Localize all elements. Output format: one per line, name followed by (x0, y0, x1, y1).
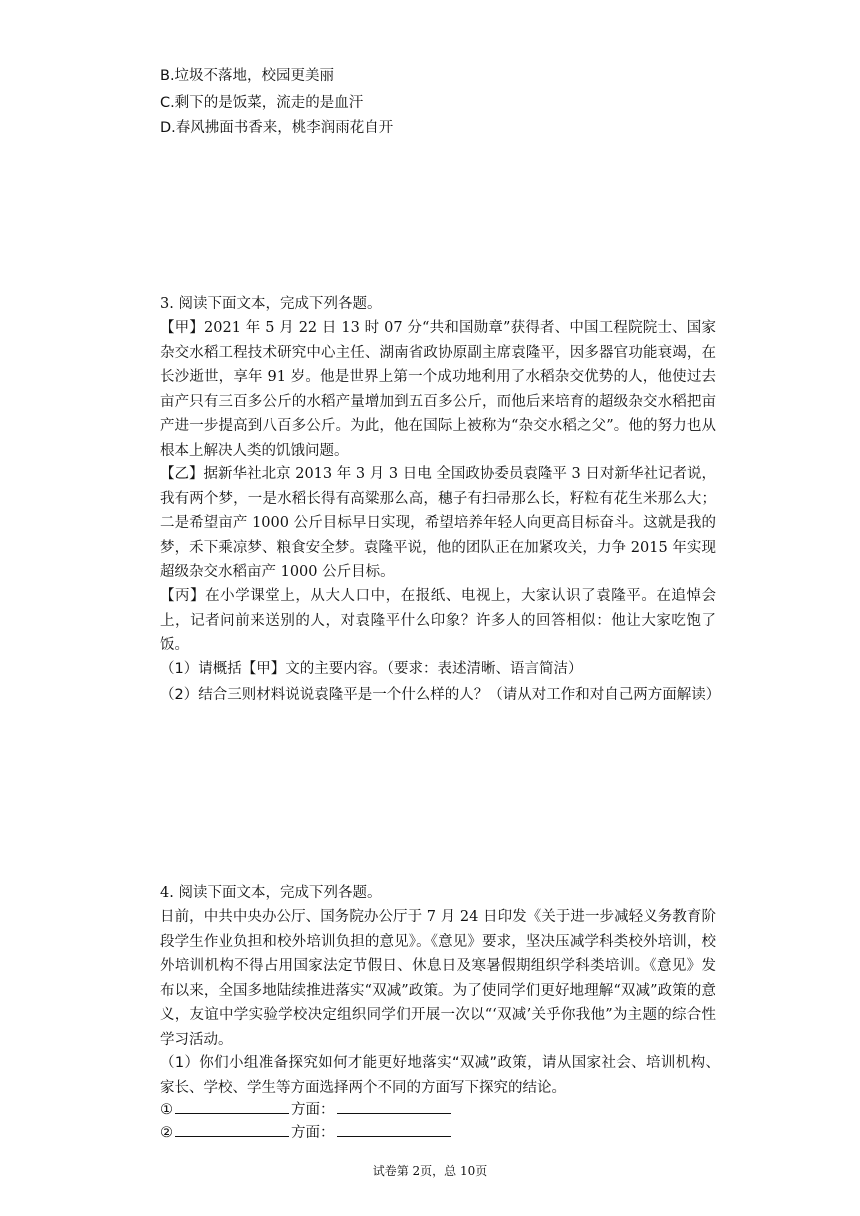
option-c: C.剩下的是饭菜，流走的是血汗 (160, 95, 364, 111)
option-b: B.垃圾不落地，校园更美丽 (160, 68, 335, 84)
q3-subquestion-1: （1）请概括【甲】文的主要内容。（要求：表述清晰、语言简洁） (160, 661, 583, 677)
answer-label: 方面： (291, 1102, 335, 1118)
answer-label: 方面： (291, 1125, 335, 1141)
q3-passage-yi: 【乙】据新华社北京 2013 年 3 月 3 日电 全国政协委员袁隆平 3 日对新华社记者说，我有两个梦，一是水稻长得有高粱那么高，穗子有扫帚那么长，籽粒有花生米那么大；二是希望亩产 1000 公斤目标早日实现，希望培养年轻人向更高目标奋斗。这就是我的梦，禾下乘凉梦、粮食安全梦。袁隆平说，他的团队正在加紧攻关，力争 2015 年实现超级杂交水稻亩产 1000 公斤目标。 (160, 466, 716, 580)
q3-heading: 3. 阅读下面文本，完成下列各题。 (160, 296, 382, 312)
answer-blank-2b[interactable] (337, 1122, 451, 1137)
q3-subquestion-2: （2）结合三则材料说说袁隆平是一个什么样的人？（请从对工作和对自己两方面解读） (160, 687, 721, 703)
q4-passage: 日前，中共中央办公厅、国务院办公厅于 7 月 24 日印发《关于进一步减轻义务教育阶段学生作业负担和校外培训负担的意见》。《意见》要求，坚决压减学科类校外培训，校外培训机构不得占用国家法定节假日、休息日及寒暑假期组织学科类培训。《意见》发布以来，全国多地陆续推进落实“双减”政策。为了使同学们更好地理解“双减”政策的意义，友谊中学实验学校决定组织同学们开展一次以“‘双减’关乎你我他”为主题的综合性学习活动。 (160, 909, 716, 1048)
answer-marker: ② (160, 1125, 173, 1141)
page-footer: 试卷第 2页，总 10页 (372, 1164, 488, 1178)
answer-blank-2a[interactable] (175, 1122, 289, 1137)
q3-passage-jia: 【甲】2021 年 5 月 22 日 13 时 07 分“共和国勋章”获得者、中国工程院院士、国家杂交水稻工程技术研究中心主任、湖南省政协原副主席袁隆平，因多器官功能衰竭，在长沙逝世，享年 91 岁。他是世界上第一个成功地利用了水稻杂交优势的人，他使过去亩产只有三百多公斤的水稻产量增加到五百多公斤，而他后来培育的超级杂交水稻把亩产进一步提高到八百多公斤。为此，他在国际上被称为“杂交水稻之父”。他的努力也从根本上解决人类的饥饿问题。 (160, 320, 716, 459)
option-d: D.春风拂面书香来，桃李润雨花自开 (160, 120, 394, 136)
q3-passage-bing: 【丙】在小学课堂上，从大人口中，在报纸、电视上，大家认识了袁隆平。在追悼会上，记者问前来送别的人，对袁隆平什么印象？许多人的回答相似：他让大家吃饱了饭。 (160, 588, 716, 653)
answer-marker: ① (160, 1102, 173, 1118)
q4-answer-line-1 (160, 1099, 453, 1120)
answer-blank-1b[interactable] (337, 1099, 451, 1114)
q4-answer-line-2 (160, 1122, 453, 1143)
q4-subquestion-1: （1）你们小组准备探究如何才能更好地落实“双减”政策，请从国家社会、培训机构、家长、学校、学生等方面选择两个不同的方面写下探究的结论。 (160, 1055, 720, 1096)
answer-blank-1a[interactable] (175, 1099, 289, 1114)
q4-heading: 4. 阅读下面文本，完成下列各题。 (160, 885, 382, 901)
